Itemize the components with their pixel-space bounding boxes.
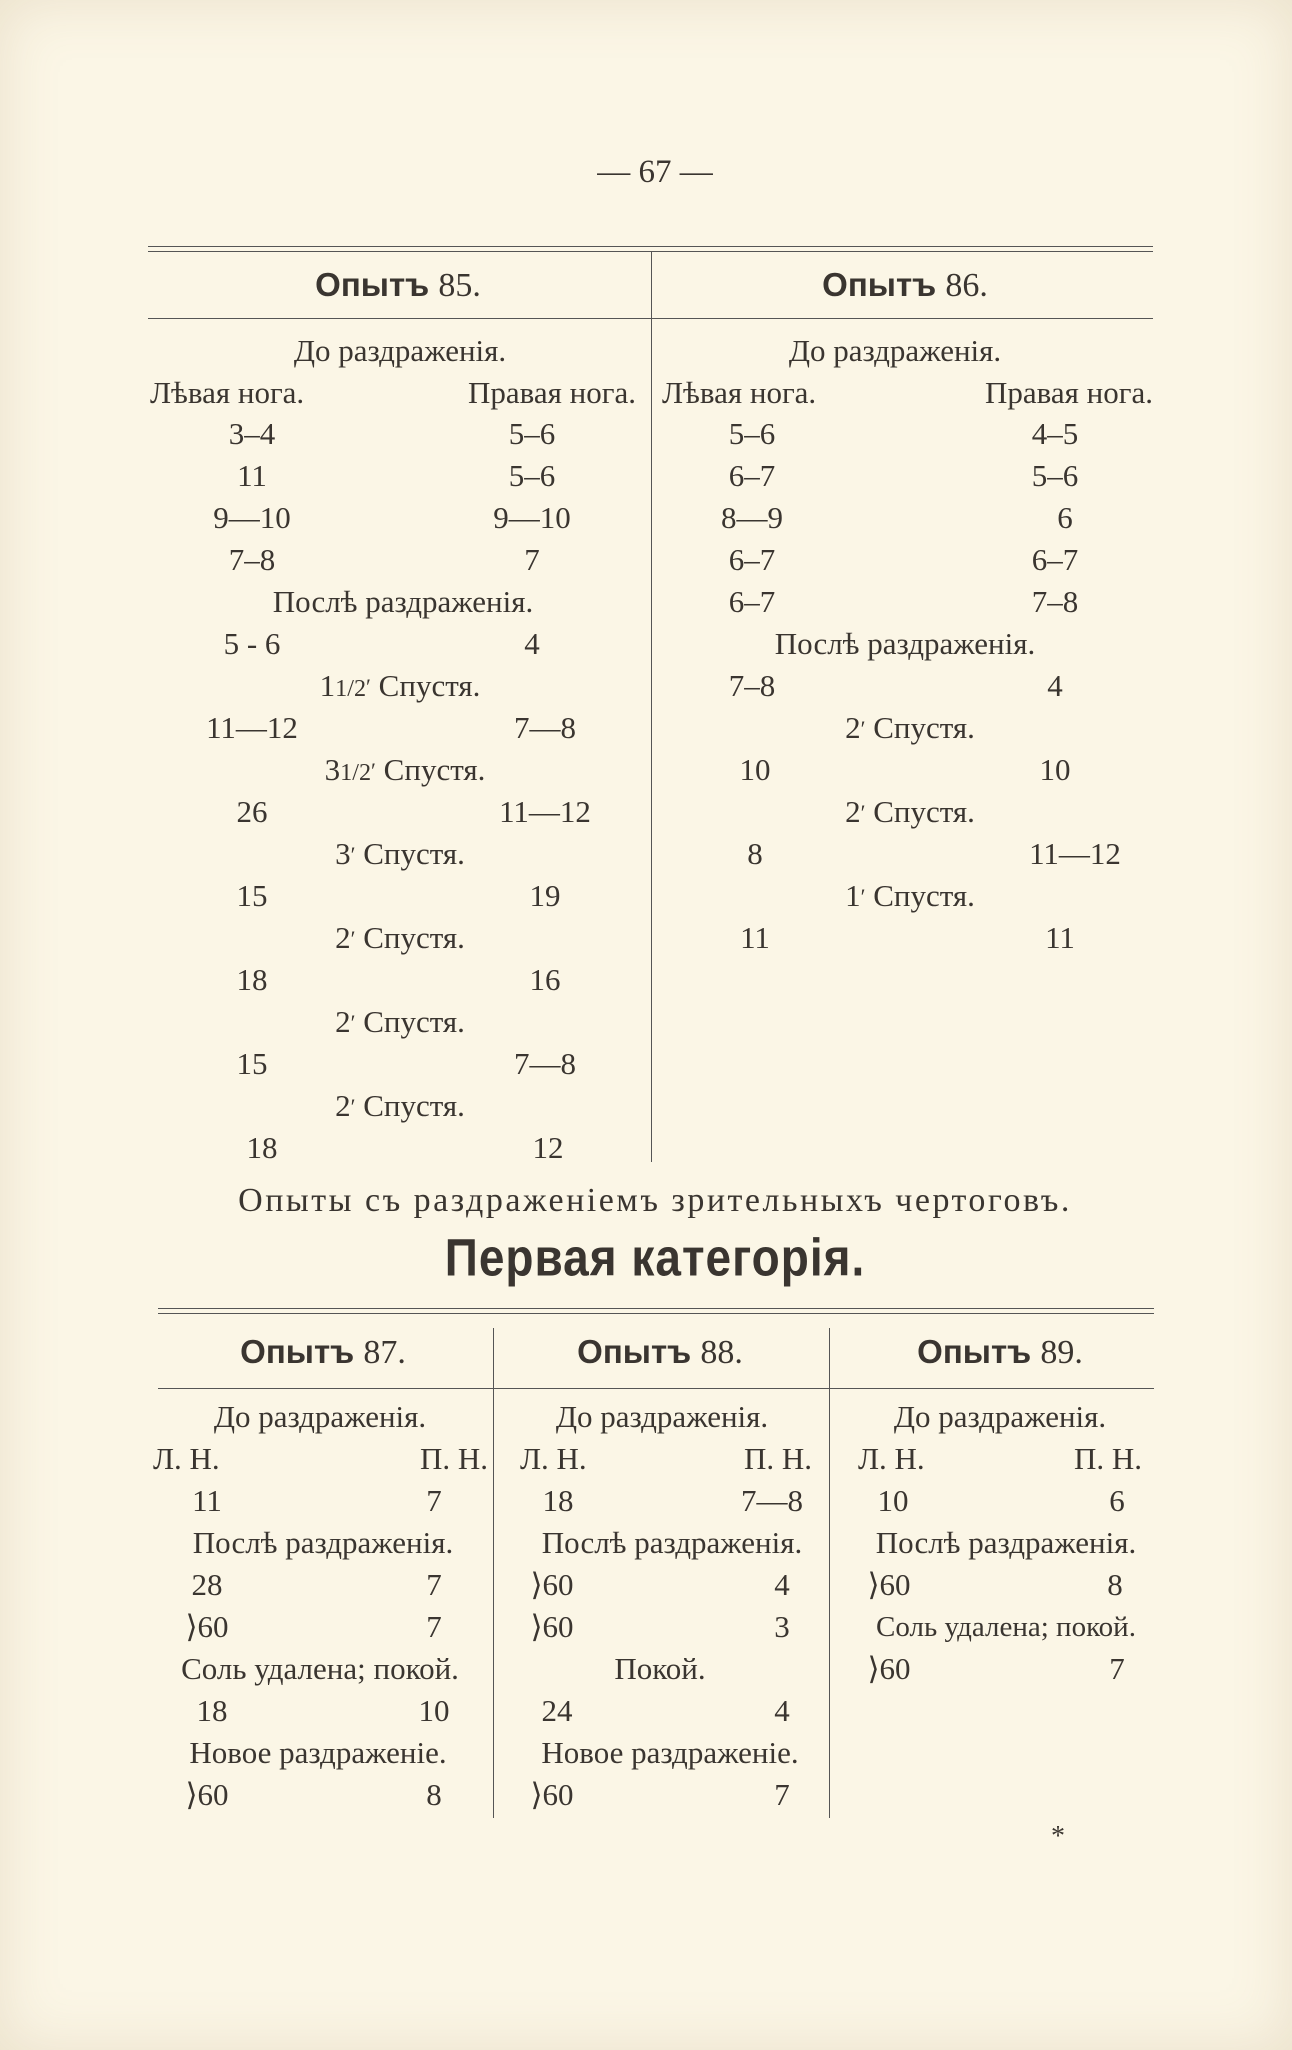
exp88-r2-l: ⟩60 — [530, 1567, 574, 1602]
exp88-r4-l: 24 — [541, 1693, 573, 1728]
bottom-divider-1 — [493, 1328, 494, 1818]
exp86-seq-right-1: 10 — [1039, 752, 1071, 787]
exp86-interval-2: 2′ Спустя. — [845, 794, 975, 829]
experiment-88-header: Опытъ 88. — [577, 1333, 743, 1371]
exp85-seq-left-3: 15 — [236, 878, 268, 913]
exp85-interval-2: 31/2′ Спустя. — [324, 752, 486, 787]
exp88-r4-r: 4 — [774, 1693, 790, 1728]
exp87-pn-header: П. Н. — [419, 1441, 488, 1476]
exp87-after-label: Послѣ раздраженія. — [192, 1525, 454, 1560]
experiment-86-header: Опытъ 86. — [822, 266, 988, 304]
experiment-85-header: Опытъ 85. — [315, 266, 481, 304]
exp85-seq-left-4: 18 — [236, 962, 268, 997]
exp86-seq-right-2: 11—12 — [1029, 836, 1121, 871]
page-number: — 67 — — [597, 154, 713, 190]
exp85-before-left-3: 9—10 — [213, 500, 291, 535]
exp87-removed-label: Соль удалена; покой. — [181, 1651, 459, 1686]
exp86-seq-right-3: 11 — [1045, 920, 1075, 955]
exp85-seq-right-5: 7—8 — [514, 1046, 576, 1081]
exp87-new-label: Новое раздраженіе. — [189, 1735, 447, 1770]
exp85-left-leg-header: Лѣвая нога. — [150, 375, 305, 410]
exp85-seq-right-2: 11—12 — [499, 794, 591, 829]
exp86-before-left-4: 6–7 — [728, 542, 776, 577]
section-title: Опыты съ раздраженіемъ зрительныхъ чертоговъ. — [238, 1182, 1072, 1219]
exp89-r3-r: 7 — [1109, 1651, 1125, 1686]
exp87-before-label: До раздраженія. — [213, 1399, 427, 1434]
exp89-after-label: Послѣ раздраженія. — [875, 1525, 1137, 1560]
exp86-interval-3: 1′ Спустя. — [845, 878, 975, 913]
experiment-89-header: Опытъ 89. — [917, 1333, 1083, 1371]
exp89-r3-l: ⟩60 — [867, 1651, 911, 1686]
exp88-pn-header: П. Н. — [743, 1441, 812, 1476]
experiment-87-header: Опытъ 87. — [240, 1333, 406, 1371]
exp88-r2-r: 4 — [774, 1567, 790, 1602]
exp85-seq-left-1: 11—12 — [206, 710, 298, 745]
exp86-before-left-5: 6–7 — [728, 584, 776, 619]
exp88-before-label: До раздраженія. — [555, 1399, 769, 1434]
exp85-before-right-2: 5–6 — [508, 458, 556, 493]
exp85-before-label: До раздраженія. — [293, 333, 507, 368]
exp86-after-label: Послѣ раздраженія. — [774, 626, 1036, 661]
exp85-before-left-1: 3–4 — [228, 416, 276, 451]
exp85-seq-right-1: 7—8 — [514, 710, 576, 745]
exp87-r5-l: ⟩60 — [185, 1777, 229, 1812]
exp85-seq-right-6: 12 — [532, 1130, 564, 1165]
exp86-before-right-5: 7–8 — [1031, 584, 1079, 619]
exp88-r1-l: 18 — [542, 1483, 574, 1518]
exp89-before-label: До раздраженія. — [893, 1399, 1107, 1434]
exp86-before-right-4: 6–7 — [1031, 542, 1079, 577]
exp87-r4-r: 10 — [418, 1693, 450, 1728]
bottom-divider-2 — [829, 1328, 830, 1818]
exp86-before-left-3: 8—9 — [721, 500, 783, 535]
exp85-before-right-1: 5–6 — [508, 416, 556, 451]
exp86-seq-left-2: 8 — [747, 836, 763, 871]
exp85-seq-right-3: 19 — [529, 878, 561, 913]
exp89-r1-l: 10 — [877, 1483, 909, 1518]
bottom-table-header-rule — [158, 1388, 1154, 1389]
exp89-r1-r: 6 — [1109, 1483, 1125, 1518]
exp87-r3-l: ⟩60 — [185, 1609, 229, 1644]
bottom-table-top-rule-double — [158, 1313, 1154, 1314]
exp85-seq-left-2: 26 — [236, 794, 268, 829]
exp86-before-left-2: 6–7 — [728, 458, 776, 493]
exp87-r3-r: 7 — [426, 1609, 442, 1644]
exp86-left-leg-header: Лѣвая нога. — [662, 375, 817, 410]
exp87-r1-r: 7 — [426, 1483, 442, 1518]
exp85-before-left-2: 11 — [237, 458, 267, 493]
exp85-right-leg-header: Правая нога. — [468, 375, 636, 410]
exp88-r1-r: 7—8 — [741, 1483, 803, 1518]
exp85-interval-5: 2′ Спустя. — [335, 1004, 465, 1039]
exp87-r4-l: 18 — [196, 1693, 228, 1728]
table-top-rule — [148, 246, 1153, 247]
exp86-before-right-1: 4–5 — [1031, 416, 1079, 451]
exp86-before-left-1: 5–6 — [728, 416, 776, 451]
exp85-interval-1: 11/2′ Спустя. — [319, 668, 481, 703]
exp85-seq-left-6: 18 — [246, 1130, 278, 1165]
exp85-after-label: Послѣ раздраженія. — [272, 584, 534, 619]
exp85-before-right-4: 7 — [524, 542, 540, 577]
exp88-r3-r: 3 — [774, 1609, 790, 1644]
exp88-r5-l: ⟩60 — [530, 1777, 574, 1812]
exp88-rest-label: Покой. — [614, 1651, 706, 1686]
category-title: Первая категорія. — [444, 1227, 866, 1287]
footer-asterisk: * — [1051, 1821, 1065, 1852]
exp89-removed-label: Соль удалена; покой. — [876, 1611, 1136, 1643]
exp85-interval-4: 2′ Спустя. — [335, 920, 465, 955]
exp87-r5-r: 8 — [426, 1777, 442, 1812]
exp87-r1-l: 11 — [192, 1483, 222, 1518]
exp86-after-right: 4 — [1047, 668, 1063, 703]
exp86-seq-left-3: 11 — [740, 920, 770, 955]
exp85-after-left: 5 - 6 — [223, 626, 281, 661]
bottom-table-top-rule — [158, 1308, 1154, 1309]
exp89-pn-header: П. Н. — [1073, 1441, 1142, 1476]
exp86-after-left: 7–8 — [728, 668, 776, 703]
exp87-r2-r: 7 — [426, 1567, 442, 1602]
exp87-ln-header: Л. Н. — [153, 1441, 220, 1476]
exp86-right-leg-header: Правая нога. — [985, 375, 1153, 410]
exp88-new-label: Новое раздраженіе. — [541, 1735, 799, 1770]
exp85-seq-left-5: 15 — [236, 1046, 268, 1081]
exp85-before-right-3: 9—10 — [493, 500, 571, 535]
exp85-interval-6: 2′ Спустя. — [335, 1088, 465, 1123]
exp87-r2-l: 28 — [191, 1567, 223, 1602]
exp89-ln-header: Л. Н. — [858, 1441, 925, 1476]
exp88-r5-r: 7 — [774, 1777, 790, 1812]
table-header-rule — [148, 318, 1153, 319]
exp89-r2-l: ⟩60 — [867, 1567, 911, 1602]
table-center-divider — [651, 252, 652, 1162]
exp88-after-label: Послѣ раздраженія. — [541, 1525, 803, 1560]
exp85-before-left-4: 7–8 — [228, 542, 276, 577]
exp85-seq-right-4: 16 — [529, 962, 561, 997]
exp89-r2-r: 8 — [1107, 1567, 1123, 1602]
exp86-before-right-3: 6 — [1057, 500, 1073, 535]
exp85-after-right: 4 — [524, 626, 540, 661]
exp86-before-label: До раздраженія. — [788, 333, 1002, 368]
exp86-before-right-2: 5–6 — [1031, 458, 1079, 493]
exp86-seq-left-1: 10 — [739, 752, 771, 787]
exp88-ln-header: Л. Н. — [520, 1441, 587, 1476]
exp88-r3-l: ⟩60 — [530, 1609, 574, 1644]
exp85-interval-3: 3′ Спустя. — [335, 836, 465, 871]
exp86-interval-1: 2′ Спустя. — [845, 710, 975, 745]
